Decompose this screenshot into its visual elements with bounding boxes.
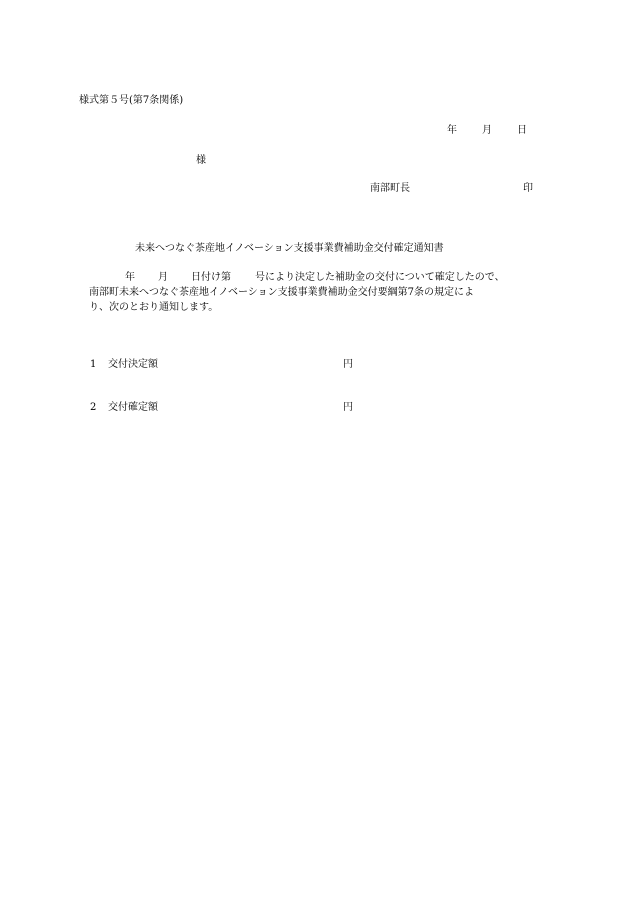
body-line-1 [89, 270, 559, 285]
date-year-label: 年 [447, 125, 457, 136]
body-dated-no: 日付け第 [191, 272, 231, 283]
body-line-1-rest: 号により決定した補助金の交付について確定したので、 [255, 272, 505, 283]
date-day-label: 日 [517, 125, 527, 136]
item-label-decided-amount: 交付決定額 [108, 359, 158, 370]
item-unit-yen: 円 [343, 402, 353, 413]
body-line-3: り、次のとおり通知します。 [89, 302, 219, 313]
item-number: 2 [90, 402, 97, 413]
date-line [447, 126, 527, 136]
document-title: 未来へつなぐ茶産地イノベーション支援事業費補助金交付確定通知書 [135, 243, 444, 254]
item-unit-yen: 円 [343, 359, 353, 370]
body-paragraph [89, 270, 559, 315]
issuer-name: 南部町長 [370, 183, 410, 194]
recipient-suffix: 様 [196, 155, 206, 166]
date-month-label: 月 [482, 125, 492, 136]
item-label-confirmed-amount: 交付確定額 [108, 402, 158, 413]
seal-mark: 印 [523, 183, 533, 194]
body-month-label: 月 [158, 272, 168, 283]
body-line-2: 南部町未来へつなぐ茶産地イノベーション支援事業費補助金交付要綱第7条の規定によ [89, 287, 474, 298]
form-number: 様式第５号(第7条関係) [79, 95, 184, 106]
body-year-label: 年 [125, 272, 135, 283]
item-number: 1 [90, 359, 97, 370]
